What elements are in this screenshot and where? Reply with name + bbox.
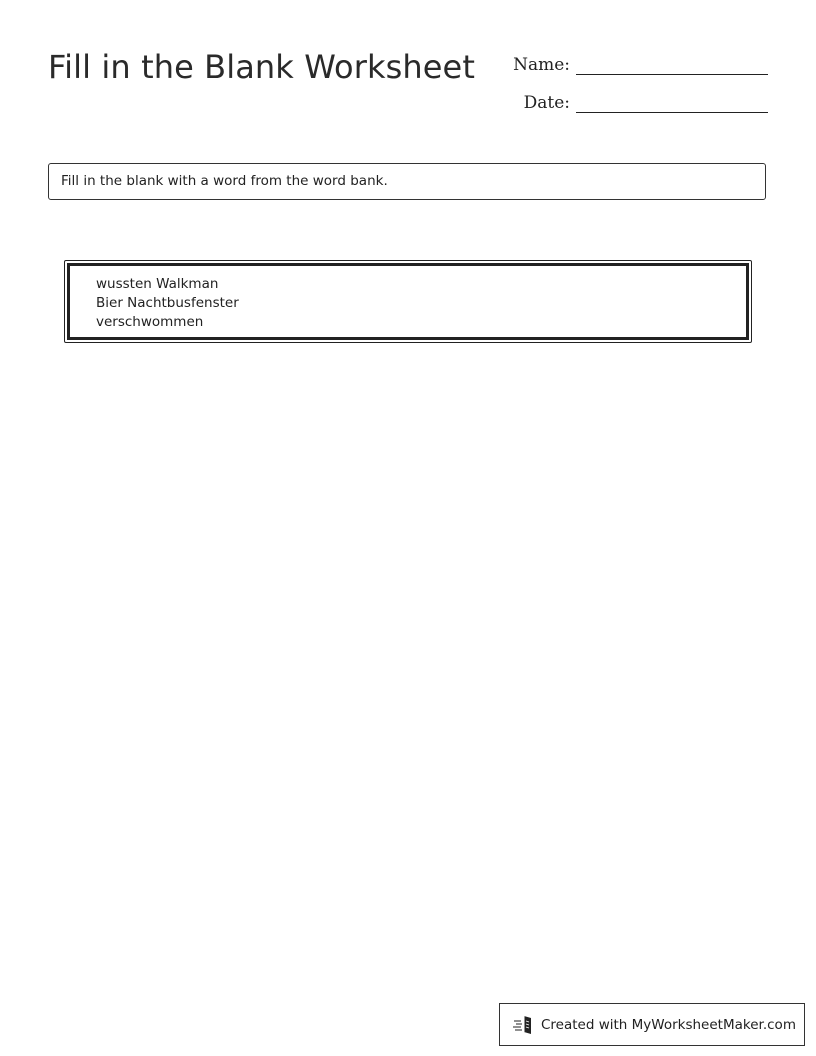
date-field	[524, 90, 768, 113]
name-label: Name:	[513, 55, 570, 75]
instructions-box	[48, 163, 766, 200]
date-label: Date:	[523, 93, 570, 113]
name-field	[513, 52, 768, 75]
word-bank-inner	[67, 263, 749, 340]
date-blank-line	[576, 90, 768, 113]
word-bank	[64, 260, 752, 343]
footer-text: Created with MyWorksheetMaker.com	[541, 1016, 796, 1033]
instructions-text: Fill in the blank with a word from the word bank.	[61, 173, 388, 189]
name-blank-line	[576, 52, 768, 75]
footer-badge[interactable]	[499, 1003, 805, 1046]
book-logo-icon	[512, 1013, 536, 1037]
word-bank-item: Bier Nachtbusfenster	[96, 295, 239, 311]
word-bank-item: verschwommen	[96, 314, 204, 330]
page-title: Fill in the Blank Worksheet	[48, 48, 475, 86]
word-bank-item: wussten Walkman	[96, 276, 219, 292]
